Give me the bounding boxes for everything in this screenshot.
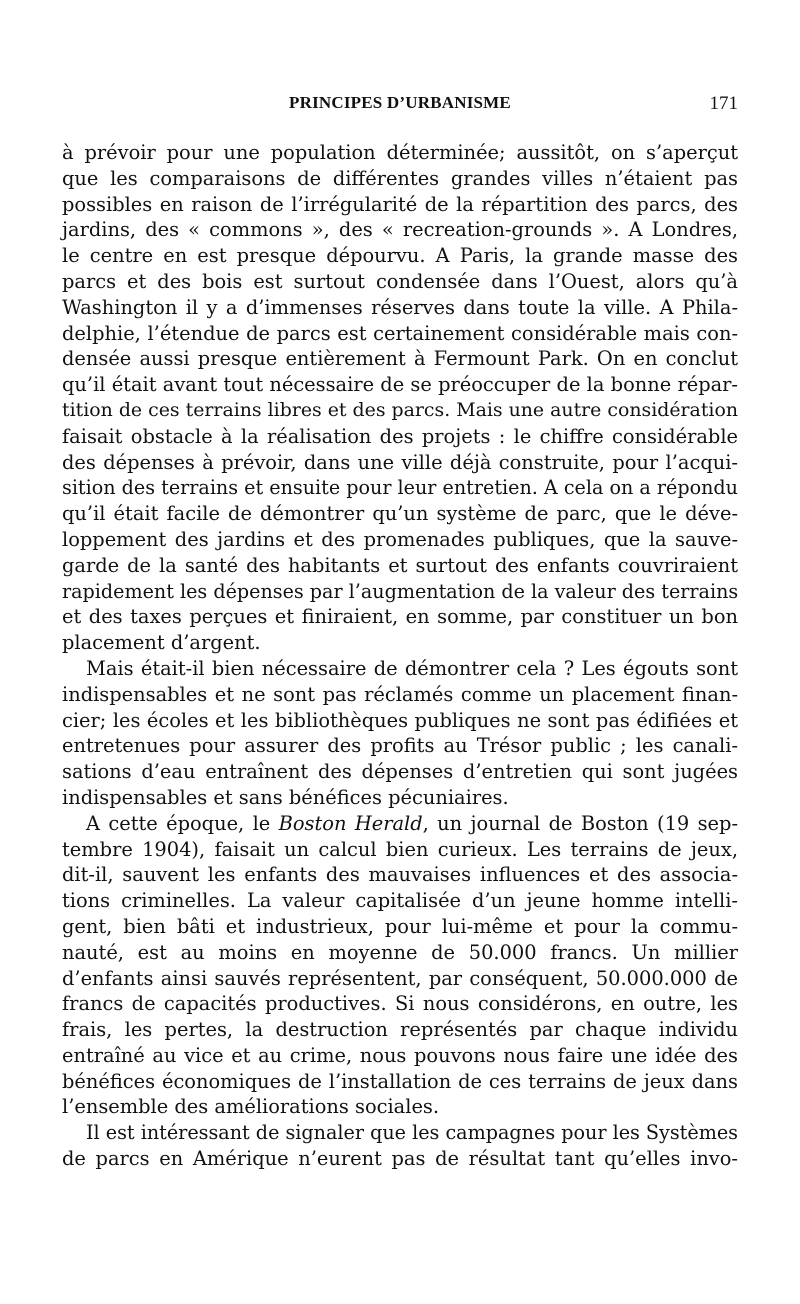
text-line: jardins, des « commons », des « recreation-grounds ». A Londres, — [62, 218, 738, 242]
text-line: Washington il y a d’immenses réserves dans toute la ville. A Phila- — [62, 295, 738, 319]
page-number: 171 — [709, 93, 738, 114]
text-line: qu’il était avant tout nécessaire de se préoccuper de la bonne répar- — [62, 373, 738, 397]
text-line: le centre en est presque dépourvu. A Paris, la grande masse des — [62, 244, 738, 268]
text-line: faisait obstacle à la réalisation des projets : le chiffre considérable — [62, 424, 738, 448]
text-line: Il est intéressant de signaler que les campagnes pour les Systèmes — [86, 1121, 738, 1145]
text-line: rapidement les dépenses par l’augmentation de la valeur des terrains — [62, 579, 739, 603]
running-title: PRINCIPES D’URBANISME — [289, 93, 511, 112]
paragraph-4 — [62, 1120, 738, 1172]
text-line: dit-il, sauvent les enfants des mauvaises influences et des associa- — [62, 863, 738, 887]
running-head — [62, 93, 738, 123]
text-line: delphie, l’étendue de parcs est certainement considérable mais con- — [62, 321, 738, 345]
text-fragment: A cette époque, le — [86, 811, 279, 835]
text-line: loppement des jardins et des promenades publiques, que la sauve- — [62, 527, 738, 551]
text-line: placement d’argent. — [62, 631, 261, 655]
text-line: gent, bien bâti et industrieux, pour lui-même et pour la commu- — [62, 914, 738, 938]
paragraph-3 — [62, 811, 738, 1121]
text-line: qu’il était facile de démontrer qu’un système de parc, que le déve- — [62, 502, 738, 526]
text-line: indispensables et ne sont pas réclamés comme un placement finan- — [62, 682, 738, 706]
text-line: garde de la santé des habitants et surtout des enfants couvriraient — [62, 553, 738, 577]
text-line: francs de capacités productives. Si nous considérons, en outre, les — [62, 992, 738, 1016]
text-line: sations d’eau entraînent des dépenses d’entretien qui sont jugées — [62, 760, 738, 784]
text-line: tition de ces terrains libres et des parcs. Mais une autre considération — [62, 398, 738, 421]
text-line: tions criminelles. La valeur capitalisée d’un jeune homme intelli- — [62, 889, 738, 913]
text-fragment: , un journal de Boston (19 sep- — [422, 811, 738, 835]
text-line: densée aussi presque entièrement à Fermount Park. On en conclut — [62, 347, 738, 371]
text-line: et des taxes perçues et finiraient, en somme, par constituer un bon — [62, 605, 738, 629]
text-line: de parcs en Amérique n’eurent pas de résultat tant qu’elles invo- — [62, 1147, 738, 1171]
text-line: cier; les écoles et les bibliothèques publiques ne sont pas édifiées et — [62, 708, 738, 732]
text-line: entretenues pour assurer des profits au Trésor public ; les canali- — [62, 734, 738, 758]
text-line — [62, 811, 738, 837]
text-line: bénéfices économiques de l’installation de ces terrains de jeux dans — [62, 1069, 738, 1093]
body-text — [62, 140, 738, 1172]
paragraph-1 — [62, 140, 738, 656]
text-line: que les comparaisons de différentes grandes villes n’étaient pas — [62, 166, 738, 190]
text-line: d’enfants ainsi sauvés représentent, par conséquent, 50.000.000 de — [62, 966, 738, 990]
text-line: entraîné au vice et au crime, nous pouvons nous faire une idée des — [62, 1043, 738, 1067]
text-line: Mais était-il bien nécessaire de démontrer cela ? Les égouts sont — [86, 656, 738, 680]
text-line: tembre 1904), faisait un calcul bien curieux. Les terrains de jeux, — [62, 837, 738, 861]
text-line: des dépenses à prévoir, dans une ville déjà construite, pour l’acqui- — [62, 450, 738, 474]
text-line: frais, les pertes, la destruction représentés par chaque individu — [62, 1018, 738, 1042]
text-line: parcs et des bois est surtout condensée dans l’Ouest, alors qu’à — [62, 269, 738, 293]
text-line: sition des terrains et ensuite pour leur entretien. A cela on a répondu — [62, 476, 738, 500]
text-line: à prévoir pour une population déterminée; aussitôt, on s’aperçut — [62, 141, 738, 164]
paragraph-2 — [62, 656, 738, 811]
text-line: possibles en raison de l’irrégularité de la répartition des parcs, des — [62, 192, 738, 216]
text-line: l’ensemble des améliorations sociales. — [62, 1095, 440, 1119]
newspaper-title: Boston Herald — [278, 811, 423, 835]
text-line: nauté, est au moins en moyenne de 50.000 francs. Un millier — [62, 940, 738, 964]
text-line: indispensables et sans bénéfices pécuniaires. — [62, 785, 509, 809]
